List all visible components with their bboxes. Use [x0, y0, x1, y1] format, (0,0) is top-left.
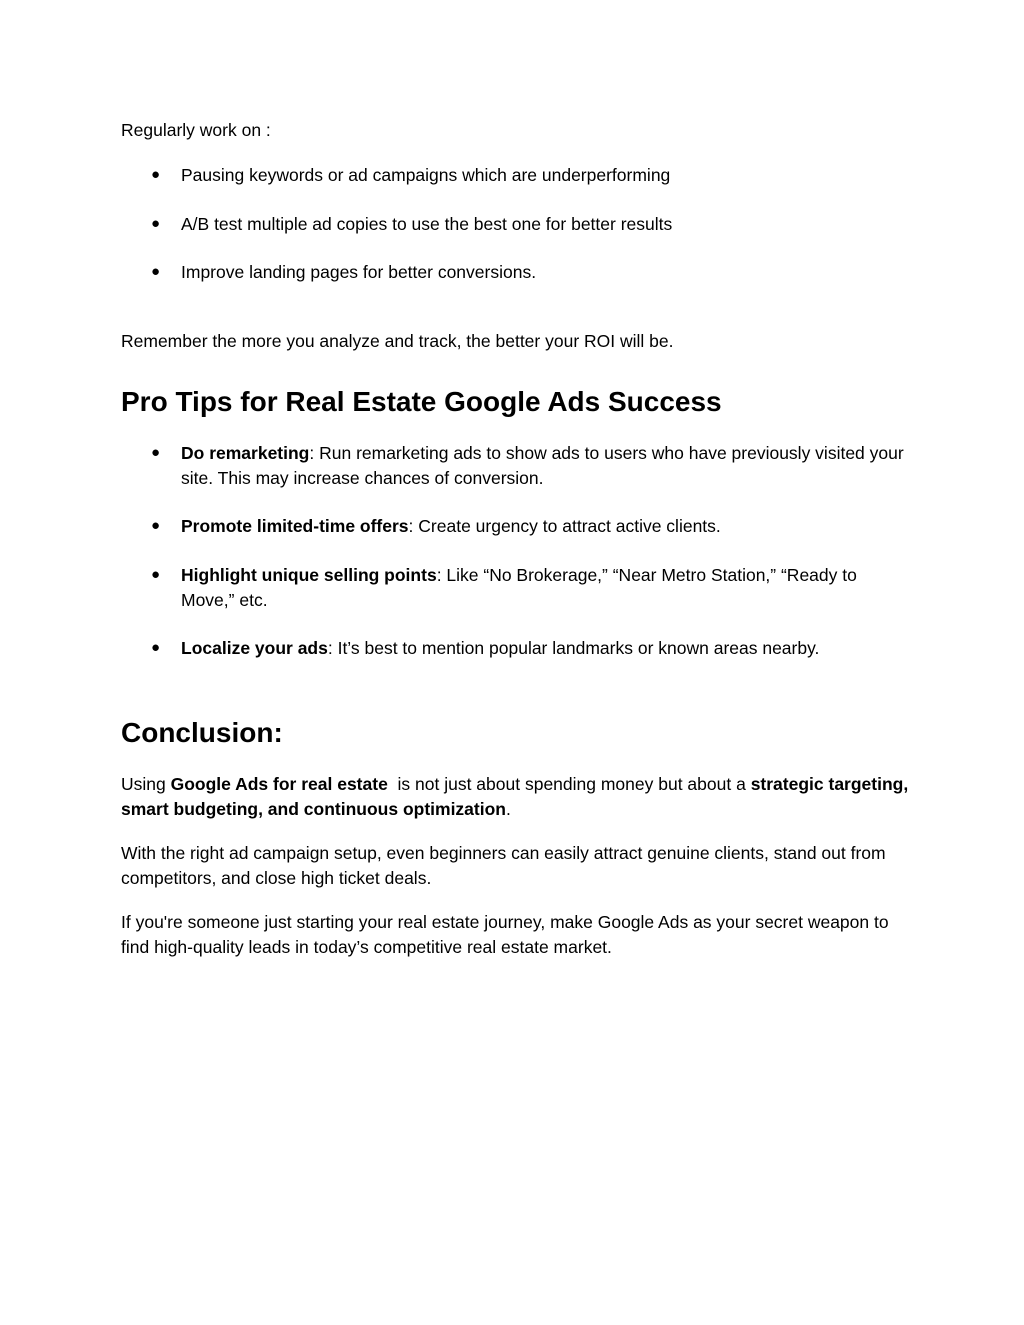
text-run: is not just about spending money but about a — [387, 774, 751, 794]
list-item-text — [181, 514, 911, 539]
list-item-text: Pausing keywords or ad campaigns which are underperforming — [181, 165, 671, 185]
bullet-icon: ● — [151, 566, 161, 583]
bullet-icon: ● — [151, 444, 161, 461]
bold-run: strategic targeting, smart budgeting, and continuous optimization — [121, 774, 909, 819]
tip-body: : Create urgency to attract active clients. — [408, 516, 721, 536]
intro-reminder: Remember the more you analyze and track, the better your ROI will be. — [121, 331, 674, 351]
list-item-text — [181, 441, 911, 490]
list-item-text: Improve landing pages for better conversions. — [181, 262, 537, 282]
tip-title: Highlight unique selling points — [181, 565, 437, 585]
bullet-icon: ● — [151, 166, 161, 183]
bullet-icon: ● — [151, 263, 161, 280]
text-run: . — [505, 798, 511, 819]
intro-lead: Regularly work on : — [121, 120, 271, 140]
list-item-text — [181, 563, 911, 612]
bold-run: Google Ads for real estate — [170, 774, 388, 794]
list-item-text: A/B test multiple ad copies to use the best one for better results — [181, 214, 673, 234]
tip-body: : Like “No Brokerage,” “Near Metro Station,” “Ready to Move,” etc. — [181, 565, 857, 610]
tip-title: Localize your ads — [181, 638, 328, 658]
tip-body: : Run remarketing ads to show ads to users who have previously visited your site. This may increase chances of conversion. — [181, 443, 904, 488]
conclusion-paragraph-3: If you're someone just starting your real estate journey, make Google Ads as your secret weapon to find high-quality leads in today’s competitive real estate market. — [121, 912, 889, 957]
conclusion-paragraph-1 — [121, 772, 911, 821]
bullet-icon: ● — [151, 215, 161, 232]
tip-title: Promote limited-time offers — [181, 516, 409, 536]
tip-body: : It’s best to mention popular landmarks or known areas nearby. — [327, 638, 820, 658]
list-item-text — [181, 636, 911, 661]
text-run: Using — [121, 774, 171, 794]
tip-title: Do remarketing — [181, 443, 310, 463]
conclusion-heading: Conclusion: — [121, 717, 283, 748]
pro-tips-heading: Pro Tips for Real Estate Google Ads Success — [121, 386, 722, 417]
bullet-icon: ● — [151, 639, 161, 656]
conclusion-paragraph-2: With the right ad campaign setup, even beginners can easily attract genuine clients, stand out from competitors, and close high ticket deals. — [121, 843, 886, 888]
bullet-icon: ● — [151, 517, 161, 534]
